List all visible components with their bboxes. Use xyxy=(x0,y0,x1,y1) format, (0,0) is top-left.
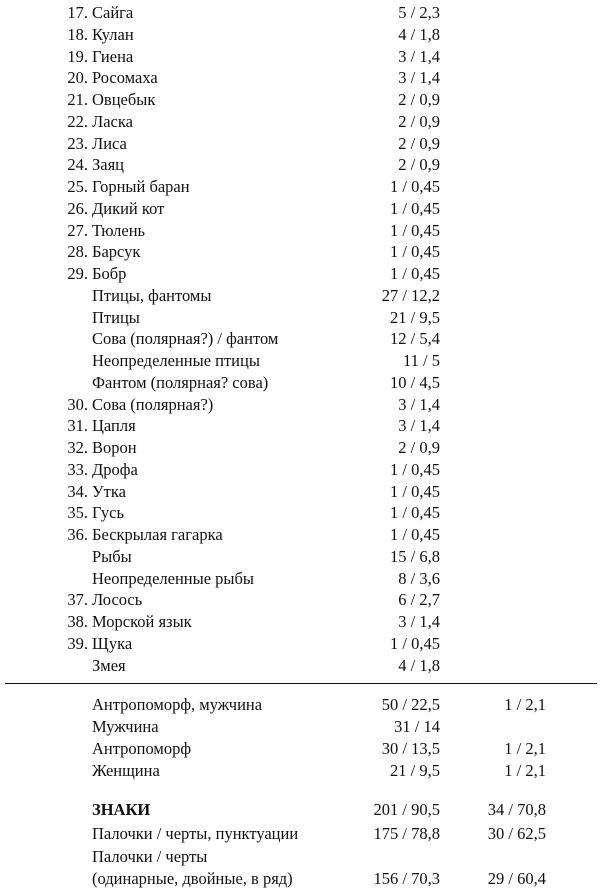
row-label: Бобр xyxy=(92,264,127,283)
table-row xyxy=(0,285,600,307)
row-number: 23. xyxy=(67,133,88,153)
row-number: 22. xyxy=(67,111,88,131)
row-label: Змея xyxy=(92,655,126,675)
row-number: 34. xyxy=(67,481,88,501)
signs-row-label: (одинарные, двойные, в ряд) xyxy=(92,869,293,888)
table-row xyxy=(0,307,600,329)
table-row xyxy=(0,655,600,677)
row-value: 3 / 1,4 xyxy=(398,612,440,631)
row-label: Сайга xyxy=(92,3,134,22)
table-row xyxy=(0,154,600,176)
row-number: 24. xyxy=(67,155,88,175)
table-row xyxy=(0,133,600,155)
signs-row-value-1: 175 / 78,8 xyxy=(373,824,440,843)
signs-total-1: 201 / 90,5 xyxy=(373,800,440,819)
row-label: Птицы xyxy=(92,307,140,327)
table-row xyxy=(0,611,600,633)
row-label: Женщина xyxy=(92,761,160,780)
row-value: 2 / 0,9 xyxy=(398,438,440,457)
table-row xyxy=(0,568,600,590)
row-value-1: 50 / 22,5 xyxy=(381,695,440,714)
row-number: 18. xyxy=(67,24,88,44)
table-row xyxy=(0,394,600,416)
row-value: 21 / 9,5 xyxy=(390,307,440,327)
row-label: Барсук xyxy=(92,242,141,262)
row-value-2: 1 / 2,1 xyxy=(504,695,546,714)
row-value: 2 / 0,9 xyxy=(398,133,440,153)
table-row xyxy=(0,198,600,220)
row-number: 17. xyxy=(67,3,88,22)
row-value: 1 / 0,45 xyxy=(390,503,440,523)
row-value: 2 / 0,9 xyxy=(398,90,440,109)
row-label: Утка xyxy=(92,481,126,501)
row-value: 11 / 5 xyxy=(403,351,440,370)
row-value: 1 / 0,45 xyxy=(390,525,440,544)
table-row xyxy=(0,328,600,350)
row-label: Горный баран xyxy=(92,177,190,196)
row-label: Антропоморф xyxy=(92,739,192,758)
table-row xyxy=(0,481,600,503)
table-row xyxy=(0,24,600,46)
row-value: 6 / 2,7 xyxy=(398,590,440,610)
row-label: Фантом (полярная? сова) xyxy=(92,372,269,392)
row-value: 27 / 12,2 xyxy=(381,285,440,305)
row-label: Рыбы xyxy=(92,546,132,566)
row-value: 4 / 1,8 xyxy=(398,655,440,675)
row-value: 1 / 0,45 xyxy=(390,220,440,240)
row-number: 30. xyxy=(67,394,88,414)
row-number: 27. xyxy=(67,220,88,240)
signs-row-sticks-title xyxy=(0,846,600,868)
table-row xyxy=(0,2,600,24)
signs-row-label: Палочки / черты, пунктуации xyxy=(92,824,299,843)
table-row xyxy=(0,350,600,372)
row-value: 1 / 0,45 xyxy=(390,177,440,196)
row-value: 1 / 0,45 xyxy=(390,633,440,653)
table-row xyxy=(0,220,600,242)
table-row xyxy=(0,67,600,89)
row-number: 28. xyxy=(67,242,88,262)
row-label: Гиена xyxy=(92,46,134,66)
row-label: Тюлень xyxy=(92,220,146,240)
row-number: 31. xyxy=(67,416,88,436)
row-number: 19. xyxy=(67,46,88,66)
row-label: Кулан xyxy=(92,24,134,44)
row-number: 20. xyxy=(67,68,88,88)
row-label: Морской язык xyxy=(92,612,192,631)
row-number: 37. xyxy=(67,590,88,610)
signs-total-2: 34 / 70,8 xyxy=(487,800,546,819)
row-label: Неопределенные рыбы xyxy=(92,568,254,588)
signs-row-value-2: 29 / 60,4 xyxy=(487,869,546,888)
row-label: Сова (полярная?) xyxy=(92,394,214,414)
signs-row-punctuation xyxy=(0,823,600,845)
row-value-1: 30 / 13,5 xyxy=(381,739,440,758)
row-label: Дикий кот xyxy=(92,198,165,218)
table-row xyxy=(0,738,600,760)
row-label: Лосось xyxy=(92,590,143,610)
signs-heading-row xyxy=(0,799,600,821)
row-label: Щука xyxy=(92,633,133,653)
table-row xyxy=(0,524,600,546)
row-label: Гусь xyxy=(92,503,125,523)
row-number: 39. xyxy=(67,633,88,653)
table-row xyxy=(0,633,600,655)
table-row xyxy=(0,111,600,133)
row-value: 1 / 0,45 xyxy=(390,481,440,501)
row-value: 3 / 1,4 xyxy=(398,394,440,414)
row-value: 1 / 0,45 xyxy=(390,242,440,262)
row-number: 32. xyxy=(67,438,88,457)
row-label: Лиса xyxy=(92,133,127,153)
signs-heading: ЗНАКИ xyxy=(92,800,151,819)
row-value: 3 / 1,4 xyxy=(398,416,440,436)
row-label: Антропоморф, мужчина xyxy=(92,695,263,714)
table-row xyxy=(0,589,600,611)
row-label: Ласка xyxy=(92,111,133,131)
row-number: 25. xyxy=(67,177,88,196)
row-number: 26. xyxy=(67,198,88,218)
row-value: 8 / 3,6 xyxy=(398,568,440,588)
row-label: Сова (полярная?) / фантом xyxy=(92,329,279,349)
row-value: 3 / 1,4 xyxy=(398,68,440,88)
row-number: 35. xyxy=(67,503,88,523)
table-row xyxy=(0,372,600,394)
table-row xyxy=(0,760,600,782)
row-value-1: 21 / 9,5 xyxy=(390,761,440,780)
row-value: 2 / 0,9 xyxy=(398,111,440,131)
signs-row-sticks xyxy=(0,868,600,890)
row-value-1: 31 / 14 xyxy=(394,717,440,736)
table-row xyxy=(0,716,600,738)
row-label: Дрофа xyxy=(92,459,138,479)
row-value: 1 / 0,45 xyxy=(390,198,440,218)
row-value: 3 / 1,4 xyxy=(398,46,440,66)
table-row xyxy=(0,176,600,198)
row-number: 36. xyxy=(67,525,88,544)
table-row xyxy=(0,694,600,716)
row-value: 15 / 6,8 xyxy=(390,546,440,566)
table-row xyxy=(0,241,600,263)
row-number: 33. xyxy=(67,459,88,479)
row-label: Мужчина xyxy=(92,717,159,736)
table-row xyxy=(0,89,600,111)
row-label: Неопределенные птицы xyxy=(92,351,260,370)
row-label: Заяц xyxy=(92,155,125,175)
row-label: Овцебык xyxy=(92,90,156,109)
row-value: 5 / 2,3 xyxy=(398,3,440,22)
row-label: Бескрылая гагарка xyxy=(92,525,223,544)
row-value: 2 / 0,9 xyxy=(398,155,440,175)
table-row xyxy=(0,502,600,524)
row-value: 10 / 4,5 xyxy=(390,372,440,392)
row-value: 1 / 0,45 xyxy=(390,459,440,479)
row-value-2: 1 / 2,1 xyxy=(504,761,546,780)
signs-row-label: Палочки / черты xyxy=(92,847,208,866)
row-value-2: 1 / 2,1 xyxy=(504,739,546,758)
row-label: Птицы, фантомы xyxy=(92,285,212,305)
table-row xyxy=(0,546,600,568)
row-label: Цапля xyxy=(92,416,136,436)
row-label: Ворон xyxy=(92,438,137,457)
row-value: 4 / 1,8 xyxy=(398,24,440,44)
table-row xyxy=(0,263,600,285)
row-number: 29. xyxy=(67,264,88,283)
table-row xyxy=(0,46,600,68)
row-label: Росомаха xyxy=(92,68,158,88)
table-row xyxy=(0,437,600,459)
table-row xyxy=(0,459,600,481)
row-value: 12 / 5,4 xyxy=(390,329,440,349)
row-number: 21. xyxy=(67,90,88,109)
signs-row-value-2: 30 / 62,5 xyxy=(487,824,546,843)
section-divider xyxy=(5,683,597,684)
row-value: 1 / 0,45 xyxy=(390,264,440,283)
row-number: 38. xyxy=(67,612,88,631)
signs-row-value-1: 156 / 70,3 xyxy=(373,869,440,888)
table-row xyxy=(0,415,600,437)
